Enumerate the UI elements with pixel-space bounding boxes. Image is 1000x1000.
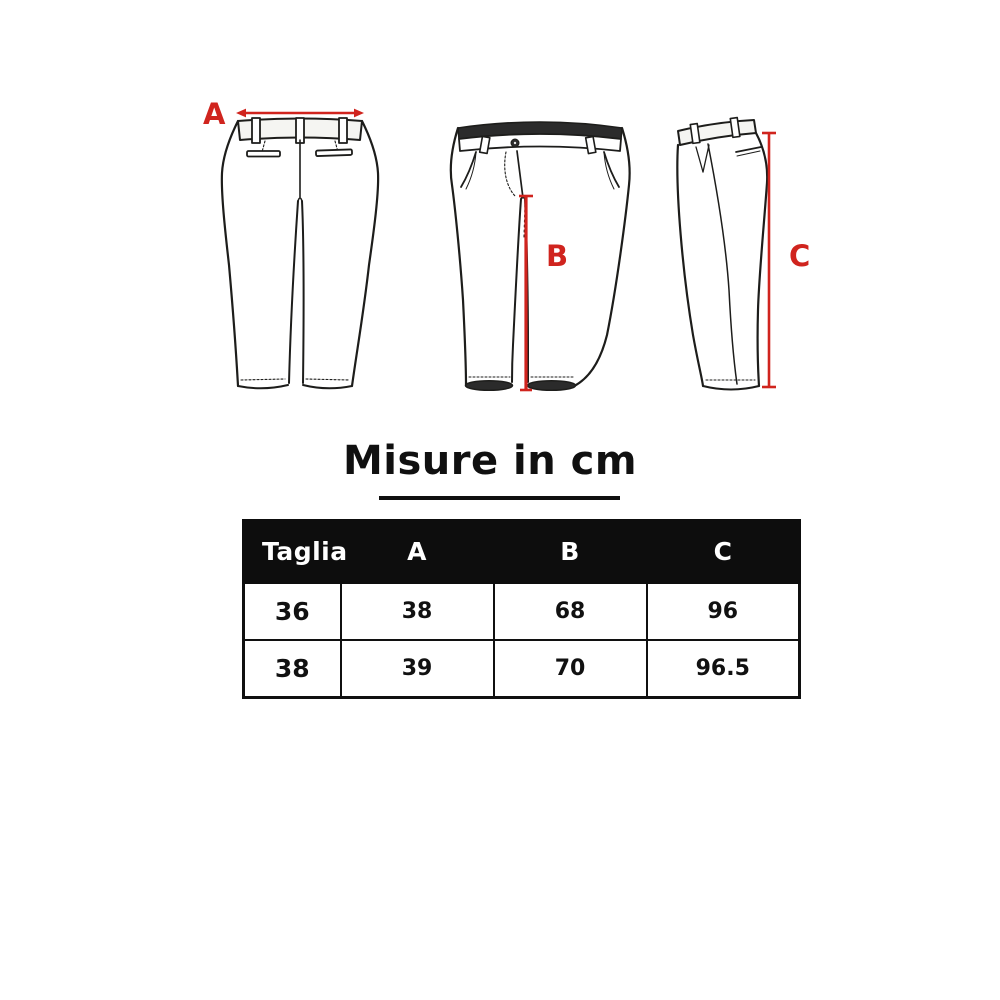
cell-size-36: 36 bbox=[244, 583, 341, 641]
measurement-label-b: B bbox=[546, 239, 569, 273]
header-cell-taglia: Taglia bbox=[244, 521, 341, 583]
cell-38-a: 39 bbox=[341, 640, 494, 698]
cell-36-c: 96 bbox=[647, 583, 800, 641]
cell-38-b: 70 bbox=[494, 640, 647, 698]
inseam-measure-line-b bbox=[519, 196, 533, 390]
waist-measure-arrow-a bbox=[236, 109, 364, 118]
title-underline bbox=[379, 496, 620, 500]
cell-36-b: 68 bbox=[494, 583, 647, 641]
pants-front-view-diagram bbox=[445, 95, 645, 410]
header-cell-a: A bbox=[341, 521, 494, 583]
side-view-line-art bbox=[677, 118, 767, 390]
measurement-label-c: C bbox=[789, 239, 811, 273]
pants-back-view-diagram bbox=[205, 95, 405, 410]
size-table-row-38 bbox=[244, 640, 800, 698]
back-view-line-art bbox=[222, 118, 378, 388]
front-view-line-art bbox=[451, 122, 630, 390]
size-table-header-row bbox=[244, 521, 800, 583]
header-cell-c: C bbox=[647, 521, 800, 583]
cell-size-38: 38 bbox=[244, 640, 341, 698]
cell-36-a: 38 bbox=[341, 583, 494, 641]
cell-38-c: 96.5 bbox=[647, 640, 800, 698]
page-title: Misure in cm bbox=[342, 438, 638, 484]
side-length-measure-line-c bbox=[762, 133, 776, 387]
measurement-label-a: A bbox=[203, 97, 226, 131]
size-table-row-36 bbox=[244, 583, 800, 641]
size-table bbox=[242, 519, 801, 699]
header-cell-b: B bbox=[494, 521, 647, 583]
